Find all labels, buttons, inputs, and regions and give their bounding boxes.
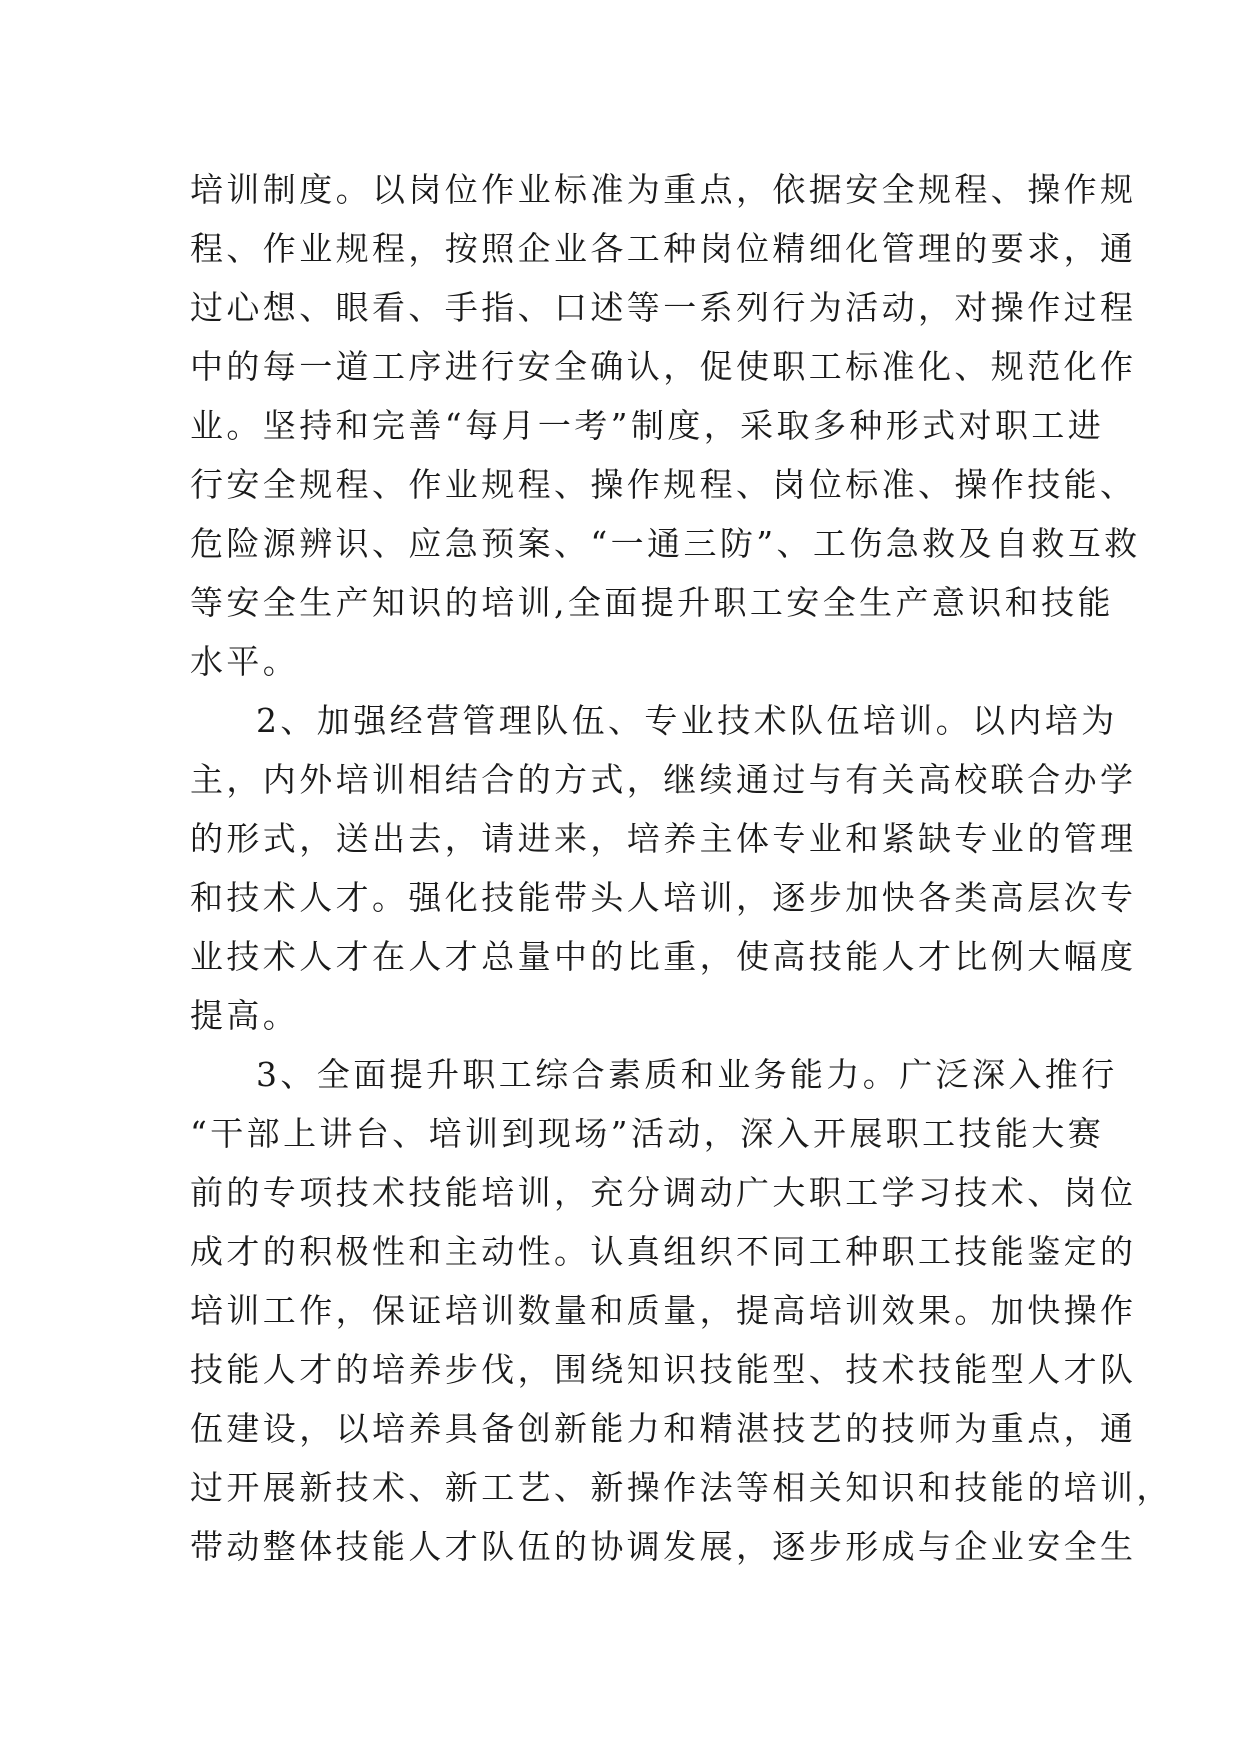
text-line: 伍建设，以培养具备创新能力和精湛技艺的技师为重点，通 [190, 1409, 1137, 1448]
text-line: 危险源辨识、应急预案、“一通三防”、工伤急救及自救互救 [190, 524, 1141, 563]
paragraph-2-start: 2、加强经营管理队伍、专业技术队伍培训。以内培为 [256, 701, 1118, 740]
text-line: 业。坚持和完善“每月一考”制度，采取多种形式对职工进 [190, 406, 1105, 445]
text-line: 行安全规程、作业规程、操作规程、岗位标准、操作技能、 [190, 465, 1137, 504]
body-text [190, 160, 1173, 1576]
text-line: 培训工作，保证培训数量和质量，提高培训效果。加快操作 [190, 1291, 1137, 1330]
text-line: 的形式，送出去，请进来，培养主体专业和紧缺专业的管理 [190, 819, 1137, 858]
text-line: 业技术人才在人才总量中的比重，使高技能人才比例大幅度 [190, 937, 1137, 976]
text-line: 等安全生产知识的培训,全面提升职工安全生产意识和技能 [190, 583, 1114, 622]
text-line: 过心想、眼看、手指、口述等一系列行为活动，对操作过程 [190, 288, 1137, 327]
text-line: 过开展新技术、新工艺、新操作法等相关知识和技能的培训， [190, 1468, 1173, 1507]
text-line: 培训制度。以岗位作业标准为重点，依据安全规程、操作规 [190, 170, 1137, 209]
paragraph-3-start: 3、全面提升职工综合素质和业务能力。广泛深入推行 [256, 1055, 1118, 1094]
text-line: 技能人才的培养步伐，围绕知识技能型、技术技能型人才队 [190, 1350, 1137, 1389]
text-line: 水平。 [190, 642, 300, 681]
text-line: 成才的积极性和主动性。认真组织不同工种职工技能鉴定的 [190, 1232, 1137, 1271]
text-line: “干部上讲台、培训到现场”活动，深入开展职工技能大赛 [190, 1114, 1105, 1153]
text-line: 程、作业规程，按照企业各工种岗位精细化管理的要求，通 [190, 229, 1137, 268]
text-line: 主，内外培训相结合的方式，继续通过与有关高校联合办学 [190, 760, 1137, 799]
text-line: 和技术人才。强化技能带头人培训，逐步加快各类高层次专 [190, 878, 1137, 917]
text-line: 中的每一道工序进行安全确认，促使职工标准化、规范化作 [190, 347, 1137, 386]
text-line: 提高。 [190, 996, 300, 1035]
text-line: 带动整体技能人才队伍的协调发展，逐步形成与企业安全生 [190, 1527, 1137, 1566]
text-line: 前的专项技术技能培训，充分调动广大职工学习技术、岗位 [190, 1173, 1137, 1212]
